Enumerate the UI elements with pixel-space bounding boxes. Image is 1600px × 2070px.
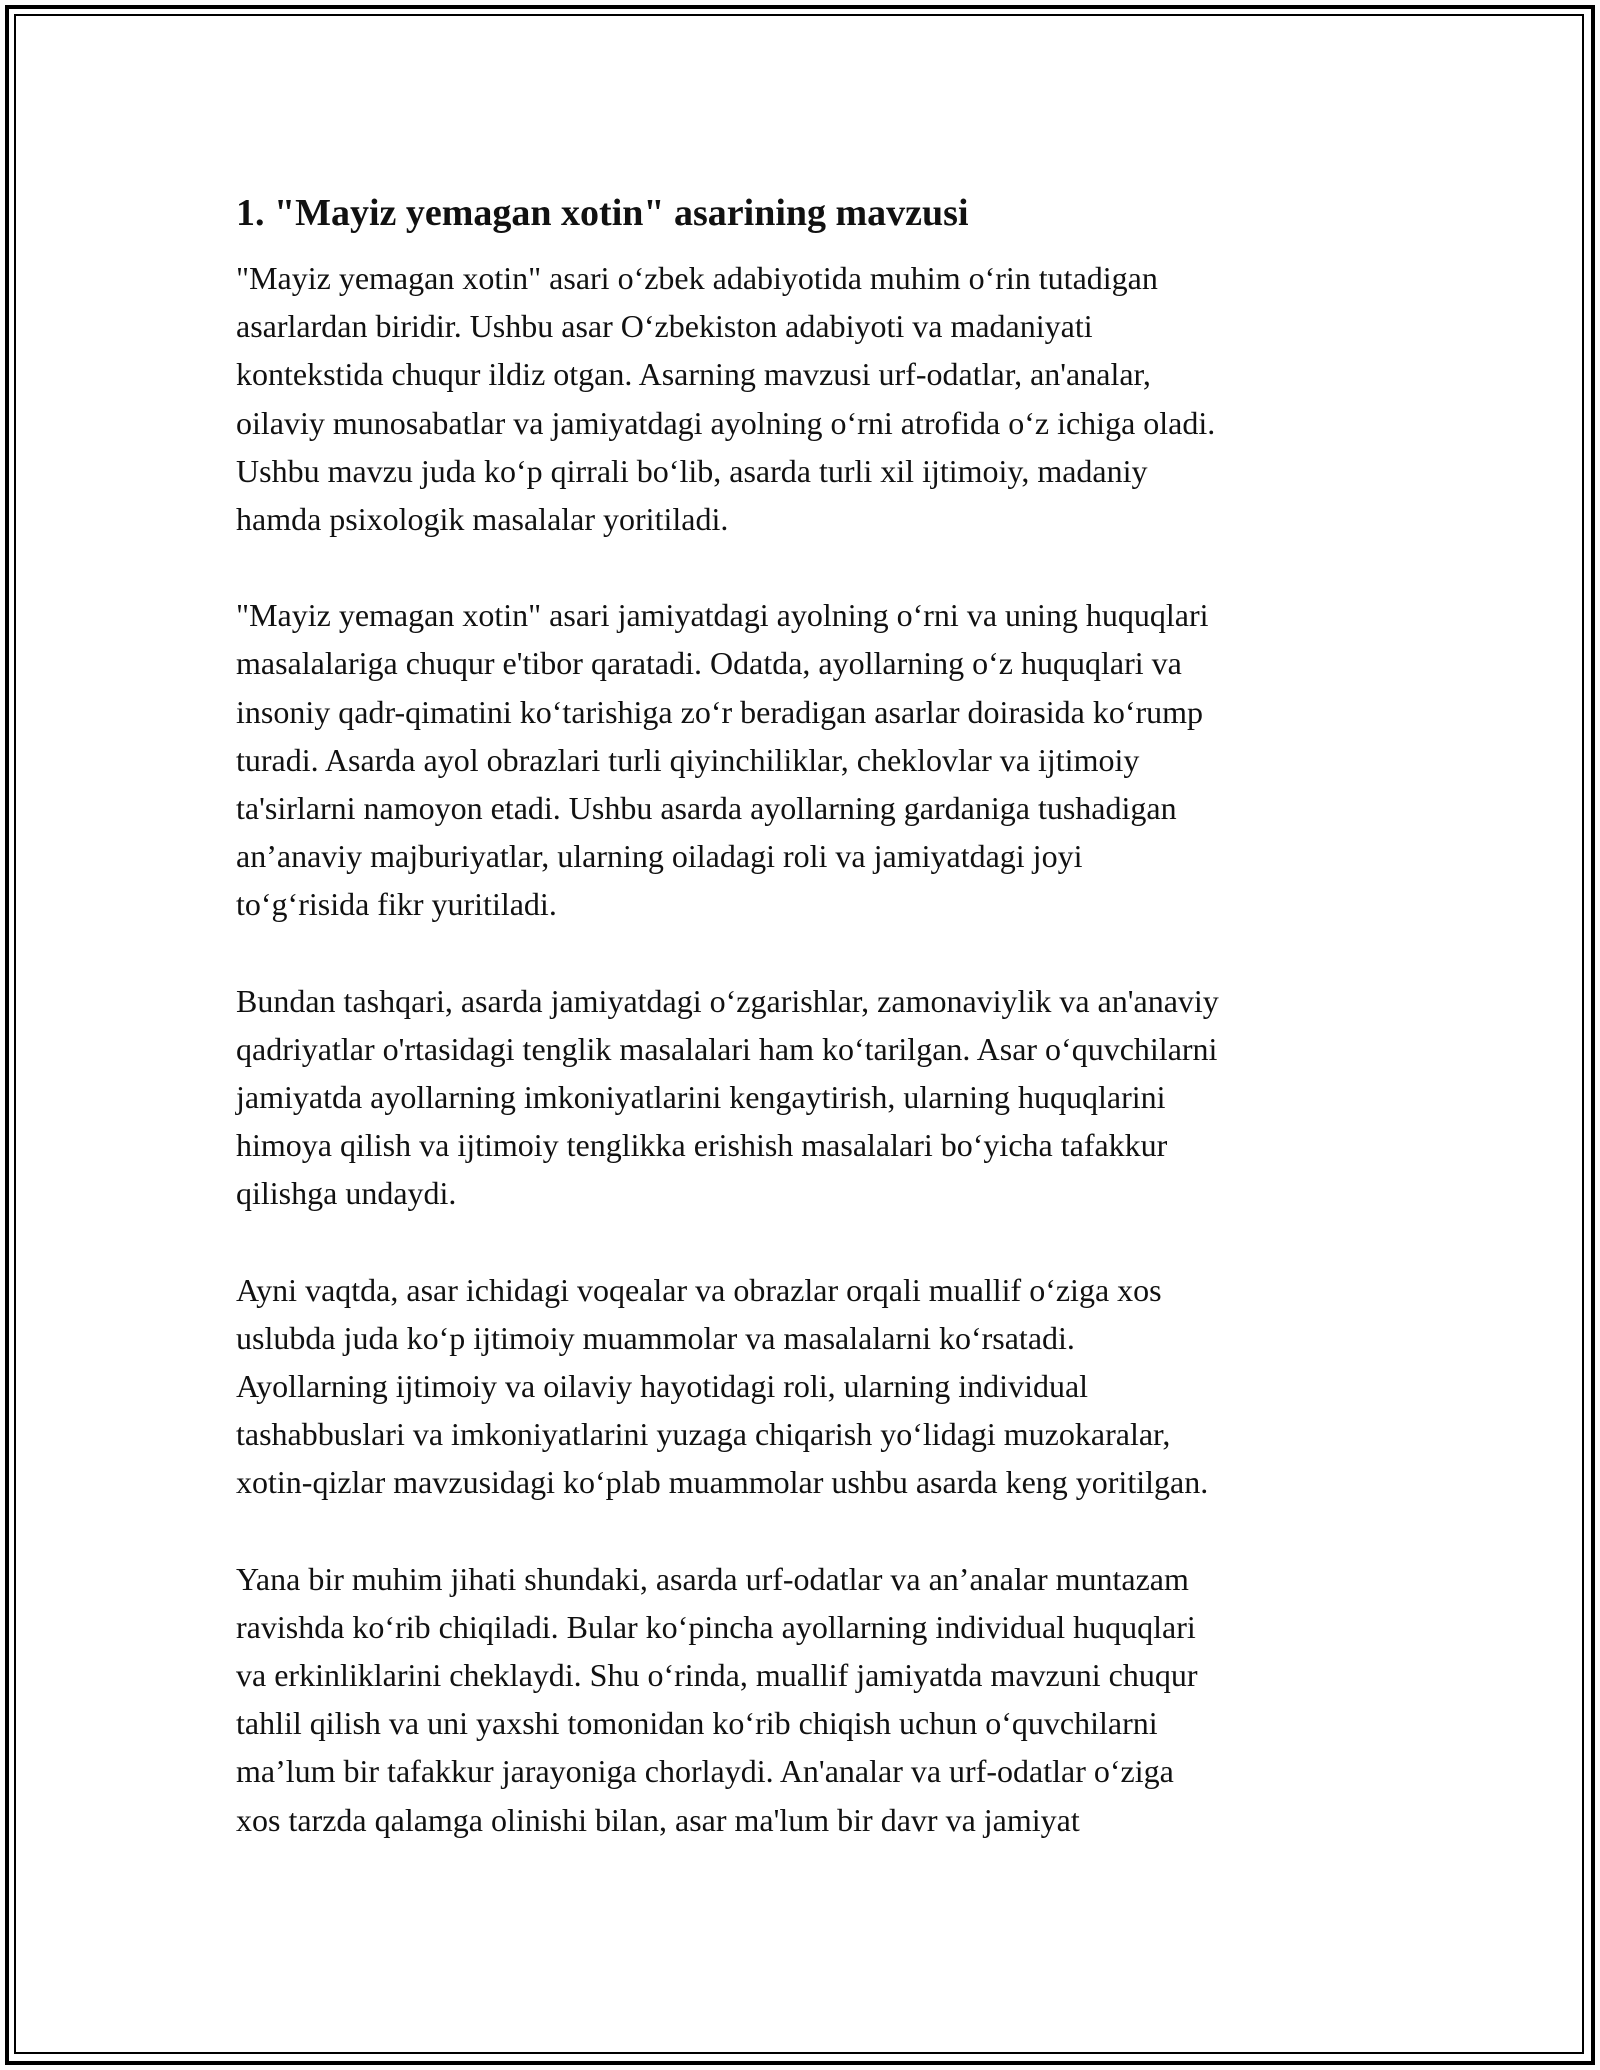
text-line: turadi. Asarda ayol obrazlari turli qiyinchiliklar, cheklovlar va ijtimoiy xyxy=(236,741,1140,778)
text-line: "Mayiz yemagan xotin" asari o‘zbek adabiyotida muhim o‘rin tutadigan xyxy=(236,260,1158,296)
text-line: jamiyatda ayollarning imkoniyatlarini kengaytirish, ularning huquqlarini xyxy=(236,1079,1166,1116)
text-line: Ushbu mavzu juda ko‘p qirrali bo‘lib, asarda turli xil ijtimoiy, madaniy xyxy=(236,452,1148,489)
text-line: qadriyatlar o'rtasidagi tenglik masalalari ham ko‘tarilgan. Asar o‘quvchilarni xyxy=(236,1030,1218,1067)
text-line: ta'sirlarni namoyon etadi. Ushbu asarda ayollarning gardaniga tushadigan xyxy=(236,790,1177,827)
text-line: to‘g‘risida fikr yuritiladi. xyxy=(236,886,557,923)
text-line: Ayni vaqtda, asar ichidagi voqealar va obrazlar orqali muallif o‘ziga xos xyxy=(236,1271,1162,1308)
text-line: ravishda ko‘rib chiqiladi. Bular ko‘pincha ayollarning individual huquqlari xyxy=(236,1608,1196,1645)
text-line: uslubda juda ko‘p ijtimoiy muammolar va masalalarni ko‘rsatadi. xyxy=(236,1319,1075,1356)
text-line: an’anaviy majburiyatlar, ularning oiladagi roli va jamiyatdagi joyi xyxy=(236,838,1083,875)
text-line: tashabbuslari va imkoniyatlarini yuzaga chiqarish yo‘lidagi muzokaralar, xyxy=(236,1416,1171,1453)
paragraph-1 xyxy=(236,254,1386,543)
text-line: xos tarzda qalamga olinishi bilan, asar ma'lum bir davr va jamiyat xyxy=(236,1801,1080,1838)
text-line: kontekstida chuqur ildiz otgan. Asarning mavzusi urf-odatlar, an'analar, xyxy=(236,356,1151,393)
text-line: qilishga undaydi. xyxy=(236,1175,457,1212)
text-line: "Mayiz yemagan xotin" asari jamiyatdagi ayolning o‘rni va uning huquqlari xyxy=(236,597,1209,634)
text-line: hamda psixologik masalalar yoritiladi. xyxy=(236,501,729,538)
paragraph-4 xyxy=(236,1266,1386,1507)
section-heading: 1. "Mayiz yemagan xotin" asarining mavzusi xyxy=(236,192,969,234)
text-line: tahlil qilish va uni yaxshi tomonidan ko‘rib chiqish uchun o‘quvchilarni xyxy=(236,1705,1158,1742)
text-line: asarlardan biridir. Ushbu asar O‘zbekiston adabiyoti va madaniyati xyxy=(236,308,1093,345)
text-line: insoniy qadr-qimatini ko‘tarishiga zo‘r beradigan asarlar doirasida ko‘rump xyxy=(236,693,1204,730)
text-line: oilaviy munosabatlar va jamiyatdagi ayolning o‘rni atrofida o‘z ichiga oladi. xyxy=(236,404,1216,441)
text-line: Ayollarning ijtimoiy va oilaviy hayotidagi roli, ularning individual xyxy=(236,1368,1089,1405)
text-line: xotin-qizlar mavzusidagi ko‘plab muammolar ushbu asarda keng yoritilgan. xyxy=(236,1464,1209,1501)
text-line: Yana bir muhim jihati shundaki, asarda urf-odatlar va an’analar muntazam xyxy=(236,1560,1189,1597)
text-line: ma’lum bir tafakkur jarayoniga chorlaydi. An'analar va urf-odatlar o‘ziga xyxy=(236,1753,1174,1790)
text-line: va erkinliklarini cheklaydi. Shu o‘rinda, muallif jamiyatda mavzuni chuqur xyxy=(236,1657,1198,1694)
text-line: Bundan tashqari, asarda jamiyatdagi o‘zgarishlar, zamonaviylik va an'anaviy xyxy=(236,982,1219,1019)
document-body xyxy=(236,186,1386,1892)
paragraph-3 xyxy=(236,977,1386,1218)
paragraph-2 xyxy=(236,591,1386,928)
text-line: himoya qilish va ijtimoiy tenglikka erishish masalalari bo‘yicha tafakkur xyxy=(236,1127,1168,1164)
text-line: masalalariga chuqur e'tibor qaratadi. Odatda, ayollarning o‘z huquqlari va xyxy=(236,645,1182,682)
paragraph-5 xyxy=(236,1555,1386,1844)
